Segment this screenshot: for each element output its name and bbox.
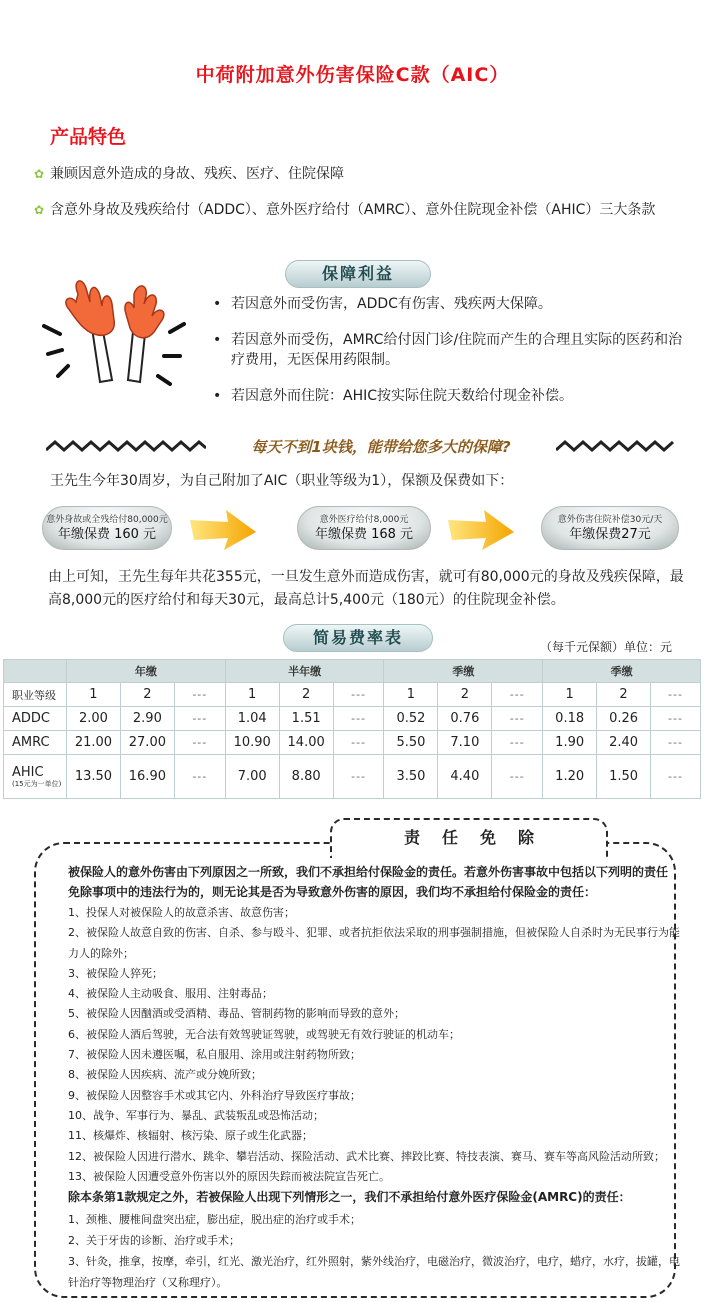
list-item: 13、被保险人因遭受意外伤害以外的原因失踪而被法院宣告死亡。	[68, 1169, 390, 1183]
table-row: AMRC 21.00 27.00 --- 10.90 14.00 --- 5.50 7.10 --- 1.90 2.40 ---	[4, 731, 701, 755]
list-item: 1、投保人对被保险人的故意杀害、故意伤害；	[68, 906, 295, 919]
rate-table-unit: （每千元保额）单位：元	[540, 640, 673, 654]
amrc-exclusions-intro: 除本条第1款规定之外，若被保险人出现下列情形之一，我们不承担给付意外医疗保险金(AMRC)的责任：	[68, 1190, 631, 1204]
rate-table-heading: 简易费率表	[283, 624, 433, 652]
feature-item: ✿ 兼顾因意外造成的身故、残疾、医疗、住院保障	[34, 166, 344, 182]
period-header: 半年缴	[225, 660, 384, 683]
list-item: 7、被保险人因未遵医嘱，私自服用、涂用或注射药物所致；	[68, 1048, 361, 1062]
example-intro: 王先生今年30周岁，为自己附加了AIC（职业等级为1），保额及保费如下：	[50, 473, 514, 489]
zigzag-divider-icon	[556, 438, 676, 452]
exclusions-heading: 责任免除	[330, 818, 608, 858]
exclusions-intro: 被保险人的意外伤害由下列原因之一所致，我们不承担给付保险金的责任。若意外伤害事故中包括以下列明的责任免除事项中的违法行为的，则无论其是否为导致意外伤害的原因，我们均不承担给付保险金的责任：	[68, 865, 669, 899]
period-header: 年缴	[66, 660, 225, 683]
list-item: 5、被保险人因酗酒或受酒精、毒品、管制药物的影响而导致的意外；	[68, 1007, 405, 1021]
tagline: 每天不到1块钱，能带给您多大的保障?	[251, 438, 511, 456]
list-item: 12、被保险人因进行潜水、跳伞、攀岩活动、探险活动、武术比赛、摔跤比赛、特技表演、赛马、赛车等高风险活动所致；	[68, 1149, 665, 1163]
period-header: 季缴	[543, 660, 701, 683]
table-row: 职业等级 1 2 --- 1 2 --- 1 2 --- 1 2 ---	[4, 683, 701, 707]
amrc-exclusions-list	[68, 1209, 688, 1293]
benefit-item: • 若因意外而住院：AHIC按实际住院天数给付现金补偿。	[213, 388, 574, 404]
features-heading: 产品特色	[50, 126, 127, 148]
list-item: 3、被保险人猝死；	[68, 966, 163, 980]
bubble-amrc: 意外医疗给付8,000元 年缴保费 168 元	[297, 506, 431, 550]
period-header: 季缴	[384, 660, 543, 683]
list-item: 2、被保险人故意自致的伤害、自杀、参与殴斗、犯罪、或者抗拒依法采取的刑事强制措施，但被保险人自杀时为无民事行为能力人的除外；	[68, 926, 680, 960]
benefits-heading: 保障利益	[285, 260, 431, 288]
table-corner-cell	[4, 660, 67, 683]
example-summary: 由上可知，王先生每年共花355元，一旦发生意外而造成伤害，就可有80,000元的身故及残疾保障，最高8,000元的医疗给付和每天30元，最高总计5,400元（180元）的住院现金补偿。	[48, 569, 684, 608]
arrow-right-icon	[188, 508, 258, 552]
list-item: 4、被保险人主动吸食、服用、注射毒品；	[68, 987, 273, 1001]
raised-hands-icon	[38, 272, 186, 388]
flower-bullet-icon: ✿	[34, 203, 45, 217]
list-item: 10、战争、军事行为、暴乱、武装叛乱或恐怖活动；	[68, 1108, 324, 1122]
exclusions-list	[68, 903, 688, 1187]
bubble-ahic: 意外伤害住院补偿30元/天 年缴保费27元	[541, 506, 679, 550]
list-item: 2、关于牙齿的诊断、治疗或手术；	[68, 1234, 240, 1247]
table-header-row	[4, 660, 701, 683]
bubble-addc: 意外身故或全残给付80,000元 年缴保费 160 元	[42, 506, 172, 550]
list-item: 9、被保险人因整容手术或其它内、外科治疗导致医疗事故；	[68, 1088, 361, 1102]
flower-bullet-icon: ✿	[34, 167, 45, 181]
bullet-icon: •	[213, 332, 222, 348]
table-row: ADDC 2.00 2.90 --- 1.04 1.51 --- 0.52 0.76 --- 0.18 0.26 ---	[4, 707, 701, 731]
zigzag-divider-icon	[46, 438, 206, 452]
benefit-item: • 若因意外而受伤，AMRC给付因门诊/住院而产生的合理且实际的医药和治疗费用，无医保用药限制。	[213, 332, 683, 368]
rate-table	[3, 659, 701, 799]
table-row: AHIC (15元为一单位) 13.50 16.90 --- 7.00 8.80 --- 3.50 4.40 --- 1.20 1.50 ---	[4, 755, 701, 799]
page-title: 中荷附加意外伤害保险C款（AIC）	[195, 64, 510, 86]
list-item: 11、核爆炸、核辐射、核污染、原子或生化武器；	[68, 1129, 313, 1143]
list-item: 8、被保险人因疾病、流产或分娩所致；	[68, 1068, 262, 1082]
list-item: 6、被保险人酒后驾驶，无合法有效驾驶证驾驶，或驾驶无有效行驶证的机动车；	[68, 1027, 460, 1041]
bullet-icon: •	[213, 296, 222, 312]
list-item: 1、颈椎、腰椎间盘突出症，膨出症，脱出症的治疗或手术；	[68, 1213, 361, 1226]
benefit-item: • 若因意外而受伤害，ADDC有伤害、残疾两大保障。	[213, 296, 552, 312]
feature-item: ✿ 含意外身故及残疾给付（ADDC）、意外医疗给付（AMRC）、意外住院现金补偿（AHIC）三大条款	[34, 202, 656, 218]
bullet-icon: •	[213, 388, 222, 404]
list-item: 3、针灸，推拿，按摩，牵引，红光、激光治疗，红外照射，紫外线治疗，电磁治疗，微波治疗，电疗，蜡疗，水疗，拔罐，电针治疗等物理治疗（又称理疗）。	[68, 1255, 680, 1289]
arrow-right-icon	[446, 508, 516, 552]
